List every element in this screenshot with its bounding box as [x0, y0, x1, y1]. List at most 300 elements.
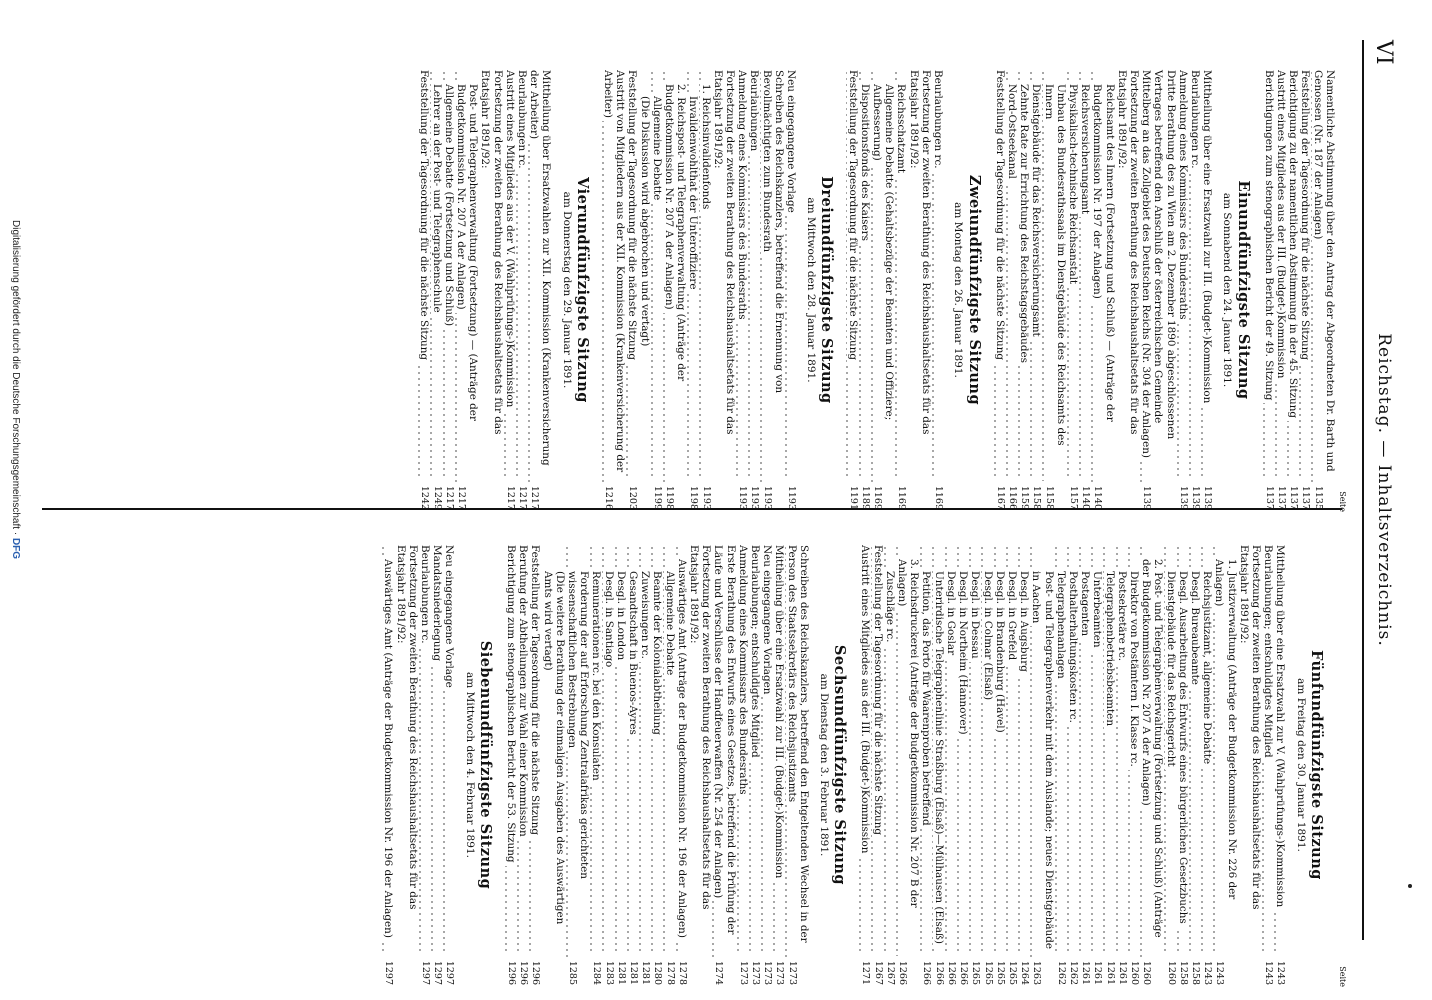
entry-text: Feststellung der Tagesordnung für die nächste Sitzung [626, 70, 638, 363]
toc-entry [1213, 545, 1237, 985]
entry-text: Desgl. in Goslar [945, 571, 957, 658]
entry-text: Austritt eines Mitgliedes aus der III. (Budget-)Kommission [859, 545, 871, 856]
entry-page-number: 1265 [994, 960, 1006, 985]
entry-page-number: 1242 [419, 485, 431, 510]
entry-page-number: 1137 [1275, 485, 1287, 510]
entry-page-number: 1217 [504, 485, 516, 510]
entry-page-number: 1266 [933, 960, 945, 985]
entry-page-number: 1266 [945, 960, 957, 985]
entry-text: Mittheilung über eine Ersatzwahl zur III. (Budget-)Kommission [773, 545, 785, 881]
entry-page-number: 1265 [982, 960, 994, 985]
entry-page-number: 1199 [651, 485, 663, 510]
toc-entry [1140, 70, 1177, 510]
toc-entry [1287, 70, 1299, 510]
entry-text: Post- und Telegraphenverkehr mit dem Auslande; neues Dienstgebäude in Aachen [1030, 571, 1055, 950]
entry-page-number: 1273 [737, 960, 749, 985]
toc-entry [627, 545, 639, 985]
section-date: am Mittwoch den 28. Januar 1891. [805, 197, 818, 383]
entry-page-number: 1283 [603, 960, 615, 985]
entry-text: Mittheilung über eine Ersatzwahl zur V. (Wahlprüfungs-)Kommission [1274, 545, 1286, 910]
entry-text: Austritt eines Mitgliedes aus der V. (Wahlprüfungs-)Kommission [504, 70, 516, 410]
entry-page-number: 1193 [700, 485, 712, 510]
entry-page-number: 1281 [615, 960, 627, 985]
entry-text: Reichsamt des Innern (Fortsetzung und Schluß) — (Anträge der Budgetkommission Nr. 197 der Anlagen) [1091, 84, 1116, 422]
entry-text: Reichsschatzamt [896, 84, 908, 176]
entry-page-number: 1139 [1202, 485, 1214, 510]
entry-text: Desgl. in Augsburg [1018, 571, 1030, 675]
entry-text: Unterirdische Telegraphenlinie Straßburg (Elsaß)—Mülhausen (Elsaß) [933, 571, 945, 947]
entry-text: Zehnte Rate zur Errichtung des Reichstagsgebäudes [1018, 84, 1030, 366]
entry-text: Forderung der auf Erforschung Zentralafrikas gerichteten wissenschaftlichen Bestrebungen [566, 571, 591, 879]
entry-page-number: 1198 [664, 485, 676, 510]
toc-entry [688, 545, 712, 985]
entry-text: Desgl. in Santiago [603, 571, 615, 670]
entry-page-number: 1243 [1202, 960, 1214, 985]
toc-entry [1177, 545, 1189, 985]
toc-entry [773, 545, 785, 985]
entry-page-number: 1203 [627, 485, 639, 510]
entry-text: Fortsetzung der zweiten Berathung des Reichshaushaltsetats für das Etatsjahr 1891/92: [1115, 70, 1140, 435]
toc-entry [736, 70, 748, 510]
entry-page-number: 1243 [1275, 960, 1287, 985]
entry-page-number: 1217 [517, 485, 529, 510]
toc-entry [541, 545, 565, 985]
entry-text: Desgl. in Brandenburg (Havel) [994, 571, 1006, 736]
toc-entry [748, 70, 760, 510]
entry-text: Lehrer an der Post- und Telegraphenschule [431, 84, 443, 316]
toc-entry [712, 70, 736, 510]
toc-entry [994, 545, 1006, 985]
entry-text: Beurlaubungen rc. [419, 545, 431, 647]
entry-text: Allgemeine Debatte (Fortsetzung und Schluß) [443, 84, 455, 329]
section-date: am Mittwoch den 4. Februar 1891. [463, 672, 476, 858]
entry-page-number: 1296 [518, 960, 530, 985]
column-divider [42, 508, 1342, 510]
entry-text: Dienstgebäude für das Reichsversicherungsamt [1030, 84, 1042, 340]
entry-page-number: 1297 [383, 960, 395, 985]
entry-page-number: 1281 [640, 960, 652, 985]
toc-entry [932, 70, 944, 510]
toc-entry [663, 70, 687, 510]
entry-page-number: 1284 [591, 960, 603, 985]
toc-entry [602, 545, 614, 985]
entry-page-number: 1159 [1019, 485, 1031, 510]
entry-text: 3. Reichsdruckerei (Anträge der Budgetkommission Nr. 207 B der Anlagen) [896, 559, 921, 908]
entry-text: Unterbeamten [1091, 571, 1103, 651]
dfg-logo: DFG [10, 537, 21, 560]
entry-page-number: 1198 [688, 485, 700, 510]
entry-text: Auswärtiges Amt (Anträge der Budgetkommission Nr. 196 der Anlagen) [676, 559, 688, 941]
toc-entry [1116, 545, 1128, 985]
entry-page-number: 1264 [1019, 960, 1031, 985]
entry-text: Neu eingegangene Vorlage [443, 545, 455, 691]
toc-entry [933, 545, 945, 985]
entry-page-number: 1273 [786, 960, 798, 985]
toc-entry [1262, 545, 1274, 985]
entry-page-number: 1258 [1177, 960, 1189, 985]
toc-entry [455, 70, 479, 510]
toc-entry [1067, 545, 1079, 985]
toc-entry [1091, 70, 1115, 510]
page-header [1362, 40, 1402, 940]
toc-entry [430, 70, 442, 510]
entry-text: 1. Reichsinvalidenfonds [700, 84, 712, 212]
entry-text: Feststellung der Tagesordnung für die nächste Sitzung [529, 545, 541, 838]
entry-text: Gesandtschaft in Buenos-Ayres [627, 571, 639, 738]
entry-page-number: 1193 [749, 485, 761, 510]
toc-entry [1055, 545, 1067, 985]
toc-entry [908, 70, 932, 510]
entry-text: Dritte Berathung des zu Wien am 2. Dezember 1890 abgeschlossenen Vertrages betreffend den Anschluß der österreichischen Gemeinde Mittelberg an das Zollgebiet des Deutschen Reichs (Nr. 304 der Anlagen) [1140, 70, 1176, 461]
entry-text: Invalidenwohlthat der Unteroffiziere [687, 96, 699, 293]
entry-page-number: 1267 [884, 960, 896, 985]
entry-page-number: 1266 [958, 960, 970, 985]
section-date: am Montag den 26. Januar 1891. [952, 202, 965, 378]
toc-entry [1275, 70, 1287, 510]
entry-page-number: 1271 [860, 960, 872, 985]
entry-text: Telegraphenanlagen [1055, 571, 1067, 682]
toc-entry [1263, 70, 1275, 510]
entry-text: Umbau des Bundesrathssaals im Dienstgebäude des Reichsamts des Innern [1042, 84, 1067, 446]
entry-text: Neu eingegangene Vorlage [785, 70, 797, 216]
entry-text: Desgl. in London [615, 571, 627, 663]
entry-text: Dienstgebäude für das Reichsgericht [1165, 571, 1177, 770]
right-column [382, 545, 1348, 985]
toc-entry [1006, 70, 1018, 510]
toc-entry [382, 545, 394, 985]
toc-entry [517, 545, 529, 985]
left-column [418, 70, 1348, 510]
toc-entry [920, 545, 932, 985]
toc-entry [431, 545, 443, 985]
toc-entry [626, 70, 638, 510]
entry-page-number: 1140 [1092, 485, 1104, 510]
entry-text: Beurlaubungen [748, 70, 760, 154]
entry-text: Nord-Ostseekanal [1006, 84, 1018, 182]
toc-entry [687, 70, 699, 510]
header-rule [1362, 40, 1364, 940]
entry-text: Austritt eines Mitgliedes aus der III. (Budget-)Kommission [1275, 70, 1287, 381]
entry-text: Fortsetzung der zweiten Berathung des Reichshaushaltsetats für das Etatsjahr 1891/92: [394, 545, 419, 910]
entry-page-number: 1278 [664, 960, 676, 985]
entry-text: Desgl. Bureaubeamte [1189, 571, 1201, 688]
entry-page-number: 1157 [1067, 485, 1079, 510]
entry-text: Fortsetzung der zweiten Berathung des Reichshaushaltsetats für das Etatsjahr 1891/92: [1237, 545, 1262, 910]
entry-text: Desgl. in Colmar (Elsaß) [982, 571, 994, 703]
section-title: Vierundfünfzigste Sitzung [573, 177, 591, 403]
entry-text: Feststellung der Tagesordnung für die nächste Sitzung [847, 70, 859, 363]
entry-page-number: 1261 [1104, 960, 1116, 985]
entry-text: Desgl. in Grefeld [1006, 571, 1018, 663]
entry-page-number: 1243 [1214, 960, 1226, 985]
entry-page-number: 1243 [1263, 960, 1275, 985]
entry-page-number: 1267 [872, 960, 884, 985]
toc-entry [638, 70, 650, 510]
toc-entry [1018, 545, 1030, 985]
toc-entry [1116, 70, 1140, 510]
entry-text: 1. Justizverwaltung (Anträge der Budgetkommission Nr. 226 der Anlagen) [1213, 559, 1238, 900]
toc-entry [419, 545, 431, 985]
toc-entry [504, 70, 516, 510]
entry-page-number: 1273 [762, 960, 774, 985]
section-date: am Sonnabend den 24. Januar 1891. [1221, 192, 1234, 388]
toc-entry [871, 70, 895, 510]
entry-text: Post- und Telegraphenverwaltung (Fortsetzung) — (Anträge der Budgetkommission Nr. 207 A der Anlagen) [455, 84, 480, 421]
entry-text: Petition, das Porto für Waarenproben betreffend [921, 571, 933, 829]
toc-entry [1103, 545, 1115, 985]
entry-page-number: 1217 [443, 485, 455, 510]
toc-entry [761, 545, 773, 985]
entry-text: Austritt von Mitgliedern aus der XII. Kommission (Krankenversicherung der Arbeiter) [602, 70, 627, 473]
toc-entry [1079, 545, 1091, 985]
entry-page-number: 1273 [774, 960, 786, 985]
toc-entry [859, 545, 871, 985]
credit-text: Digitalisierung gefördert durch die Deutsche Forschungsgemeinschaft [10, 220, 21, 530]
entry-text: Desgl. in Northeim (Hannover) [957, 571, 969, 738]
toc-entry [969, 545, 981, 985]
entry-text: Fortsetzung der zweiten Berathung des Reichshaushaltsetats für das Etatsjahr 1891/92: [688, 545, 713, 910]
toc-entry [1067, 70, 1079, 510]
toc-entry [651, 70, 663, 510]
entry-text: Mandatsniederlegung [431, 545, 443, 664]
toc-entry [651, 545, 663, 985]
page-number: VI [1371, 40, 1396, 65]
toc-entry [1189, 545, 1201, 985]
entry-text: Desgl. in Dessau [969, 571, 981, 662]
entry-text: Beurlaubungen; entschuldigtes Mitglied [749, 545, 761, 761]
entry-text: Neu eingegangene Vorlagen [761, 545, 773, 697]
toc-entry [994, 70, 1006, 510]
entry-text: Dispositionsfonds des Kaisers [859, 84, 871, 244]
entry-text: 2. Reichspost- und Telegraphenverwaltung (Anträge der Budgetkommission Nr. 207 A der Anlagen) [663, 84, 688, 382]
scan-mark [1408, 884, 1412, 888]
entry-text: Berichtigung zum stenographischen Bericht der 53. Sitzung [505, 545, 517, 866]
toc-entry [737, 545, 749, 985]
entry-page-number: 1169 [933, 485, 945, 510]
toc-entry [1311, 70, 1335, 510]
entry-text: Direktor von Postämtern I. Klasse rc. [1128, 571, 1140, 770]
entry-page-number: 1193 [737, 485, 749, 510]
toc-entry [945, 545, 957, 985]
toc-entry [1140, 545, 1164, 985]
entry-page-number: 1139 [1189, 485, 1201, 510]
entry-text: Erste Berathung des Entwurfs eines Gesetzes, betreffend die Prüfung der Läufe und Verschlüsse der Handfeuerwaffen (Nr. 254 der Anlagen) [712, 545, 737, 935]
toc-entry [602, 70, 626, 510]
entry-text: Desgl. Ausarbeitung des Entwurfs eines bürgerlichen Gesetzbuchs [1177, 571, 1189, 927]
toc-entry [1201, 70, 1213, 510]
toc-entry [981, 545, 993, 985]
toc-entry [529, 545, 541, 985]
toc-entry [443, 70, 455, 510]
entry-text: Namentliche Abstimmung über den Antrag der Abgeordneten Dr. Barth und Genossen (Nr. 187 der Anlagen) [1311, 70, 1336, 472]
toc-entry [884, 545, 896, 985]
entry-page-number: 1261 [1092, 960, 1104, 985]
toc-entry [1128, 545, 1140, 985]
entry-page-number: 1189 [859, 485, 871, 510]
toc-entry [639, 545, 651, 985]
entry-page-number: 1262 [1055, 960, 1067, 985]
toc-entry [699, 70, 711, 510]
entry-text: Remunerationen rc. bei den Konsulaten [590, 571, 602, 784]
section-title: Einundfünfzigste Sitzung [1234, 180, 1252, 400]
entry-page-number: 1140 [1080, 485, 1092, 510]
entry-text: Reichsjustizamt, allgemeine Debatte [1201, 571, 1213, 767]
entry-page-number: 1280 [652, 960, 664, 985]
toc-entry [443, 545, 455, 985]
entry-text: Beurlaubungen; entschuldigtes Mitglied [1262, 545, 1274, 761]
toc-entry [1091, 545, 1103, 985]
entry-page-number: 1193 [786, 485, 798, 510]
entry-page-number: 1261 [1116, 960, 1128, 985]
entry-text: Auswärtiges Amt (Anträge der Budgetkommission Nr. 196 der Anlagen) [382, 559, 394, 941]
entry-page-number: 1158 [1031, 485, 1043, 510]
entry-text: (Die Diskussion wird abgebrochen und vertagt) [639, 96, 651, 349]
seite-label: Seite [1338, 491, 1347, 512]
entry-page-number: 1191 [847, 485, 859, 510]
entry-text: Feststellung der Tagesordnung für die nächste Sitzung [1299, 70, 1311, 363]
toc-entry [1079, 70, 1091, 510]
entry-text: Fortsetzung der zweiten Berathung des Reichshaushaltsetats für das Etatsjahr 1891/92: [479, 70, 504, 435]
entry-text: Feststellung der Tagesordnung für die nächste Sitzung [418, 70, 430, 363]
entry-page-number: 1137 [1288, 485, 1300, 510]
entry-page-number: 1260 [1165, 960, 1177, 985]
entry-page-number: 1265 [1006, 960, 1018, 985]
entry-text: Zuschläge rc. [884, 571, 896, 645]
toc-entry [785, 70, 797, 510]
entry-text: Anmeldung eines Kommissars des Bundesraths [1177, 70, 1189, 323]
section-date: am Donnerstag den 29. Januar 1891. [560, 191, 573, 389]
entry-text: Feststellung der Tagesordnung für die nächste Sitzung [994, 70, 1006, 363]
entry-page-number: 1261 [1080, 960, 1092, 985]
entry-text: 2. Post- und Telegraphenverwaltung (Fortsetzung und Schluß) (Anträge der Budgetkommission Nr. 207 A der Anlagen) [1140, 559, 1165, 938]
entry-page-number: 1296 [530, 960, 542, 985]
toc-entry [418, 70, 430, 510]
entry-text: Posthalterhaltungskosten rc. [1067, 571, 1079, 726]
entry-text: Beurlaubungen rc. [516, 70, 528, 172]
entry-page-number: 1273 [750, 960, 762, 985]
toc-entry [859, 70, 871, 510]
entry-text: Berichtigungen zum stenographischen Bericht der 49. Sitzung [1263, 70, 1275, 403]
toc-entry [749, 545, 761, 985]
entry-page-number: 1262 [1067, 960, 1079, 985]
entry-text: Beamte der Kolonialabtheilung [651, 571, 663, 738]
section-title: Fünfundfünfzigste Sitzung [1307, 650, 1325, 880]
entry-page-number: 1281 [628, 960, 640, 985]
toc-entry [760, 70, 784, 510]
entry-text: Fortsetzung der zweiten Berathung des Reichshaushaltsetats für das Etatsjahr 1891/92: [907, 70, 932, 435]
entry-text: Beurlaubungen rc. [932, 70, 944, 172]
entry-text: Anmeldung eines Kommissars des Bundesraths [736, 70, 748, 323]
toc-entry [785, 545, 809, 985]
toc-entry [1274, 545, 1286, 985]
toc-entry [479, 70, 503, 510]
entry-page-number: 1266 [921, 960, 933, 985]
entry-text: Berufung der Abtheilungen zur Wahl einer Kommission [517, 545, 529, 840]
entry-page-number: 1217 [529, 485, 541, 510]
entry-text: Allgemeine Debatte [651, 96, 663, 203]
entry-page-number: 1297 [432, 960, 444, 985]
toc-entry [615, 545, 627, 985]
toc-entry [1006, 545, 1018, 985]
toc-entry [1018, 70, 1030, 510]
entry-text: Mittheilung über eine Ersatzwahl zur III. (Budget-)Kommission [1201, 70, 1213, 406]
toc-entry [528, 70, 552, 510]
entry-text: Fortsetzung der zweiten Berathung des Reichshaushaltsetats für das Etatsjahr 1891/92: [711, 70, 737, 435]
entry-page-number: 1158 [1043, 485, 1055, 510]
entry-page-number: 1297 [419, 960, 431, 985]
toc-entry [846, 70, 858, 510]
section-title: Zweiundfünfzigste Sitzung [965, 174, 983, 406]
entry-page-number: 1285 [567, 960, 579, 985]
entry-page-number: 1274 [713, 960, 725, 985]
entry-page-number: 1169 [872, 485, 884, 510]
entry-page-number: 1139 [1177, 485, 1189, 510]
entry-text: Feststellung der Tagesordnung für die nächste Sitzung [872, 545, 884, 838]
toc-entry [1201, 545, 1213, 985]
entry-text: Allgemeine Debatte (Gehaltsbezüge der Beamten und Offiziere; Aufbesserung) [871, 84, 896, 421]
section-title: Sechsundfünfzigste Sitzung [831, 644, 849, 886]
entry-page-number: 1166 [1006, 485, 1018, 510]
entry-page-number: 1193 [761, 485, 773, 510]
entry-text: Reichsversicherungsamt [1079, 84, 1091, 217]
toc-entry [1164, 545, 1176, 985]
toc-entry [1030, 545, 1054, 985]
entry-page-number: 1249 [431, 485, 443, 510]
entry-page-number: 1265 [970, 960, 982, 985]
toc-entry [895, 70, 907, 510]
toc-entry [505, 545, 517, 985]
entry-page-number: 1297 [444, 960, 456, 985]
entry-page-number: 1258 [1189, 960, 1201, 985]
seite-label: Seite [1338, 966, 1347, 987]
toc-entry [1299, 70, 1311, 510]
toc-entry [896, 545, 920, 985]
entry-text: Beurlaubungen rc. [1189, 70, 1201, 172]
toc-entry [1042, 70, 1066, 510]
entry-text: Zuweisungen rc. [639, 571, 651, 662]
entry-page-number: 1260 [1141, 960, 1153, 985]
entry-page-number: 1169 [896, 485, 908, 510]
entry-text: Mittheilung über Ersatzwahlen zur XII. Kommission (Krankenversicherung der Arbeiter) [528, 70, 553, 466]
entry-page-number: 1135 [1312, 485, 1324, 510]
entry-page-number: 1266 [897, 960, 909, 985]
toc-entry [1238, 545, 1262, 985]
toc-entry [394, 545, 418, 985]
toc-entry [1030, 70, 1042, 510]
toc-entry [516, 70, 528, 510]
section-date: am Freitag den 30. Januar 1891. [1294, 678, 1307, 852]
section-date: am Dienstag den 3. Februar 1891. [818, 673, 831, 857]
entry-page-number: 1137 [1263, 485, 1275, 510]
entry-text: Telegraphenbetriebsbeamten [1104, 571, 1116, 729]
toc-entry [590, 545, 602, 985]
entry-page-number: 1296 [506, 960, 517, 985]
entry-text: Physikalisch-technische Reichsanstalt [1067, 84, 1079, 287]
entry-text: Allgemeine Debatte [664, 571, 676, 678]
entry-page-number: 1167 [994, 485, 1006, 510]
toc-entry [1177, 70, 1189, 510]
toc-entry [1189, 70, 1201, 510]
entry-text: Postagenten [1079, 571, 1091, 639]
entry-text: (Die weitere Berathung der einmaligen Ausgaben des Auswärtigen Amts wird vertagt) [541, 571, 566, 925]
toc-entry [712, 545, 736, 985]
entry-page-number: 1260 [1128, 960, 1140, 985]
entry-page-number: 1137 [1300, 485, 1312, 510]
toc-entry [957, 545, 969, 985]
entry-page-number: 1139 [1141, 485, 1153, 510]
entry-text: Anmeldung eines Kommissars des Bundesraths [737, 545, 749, 798]
entry-page-number: 1217 [456, 485, 467, 510]
